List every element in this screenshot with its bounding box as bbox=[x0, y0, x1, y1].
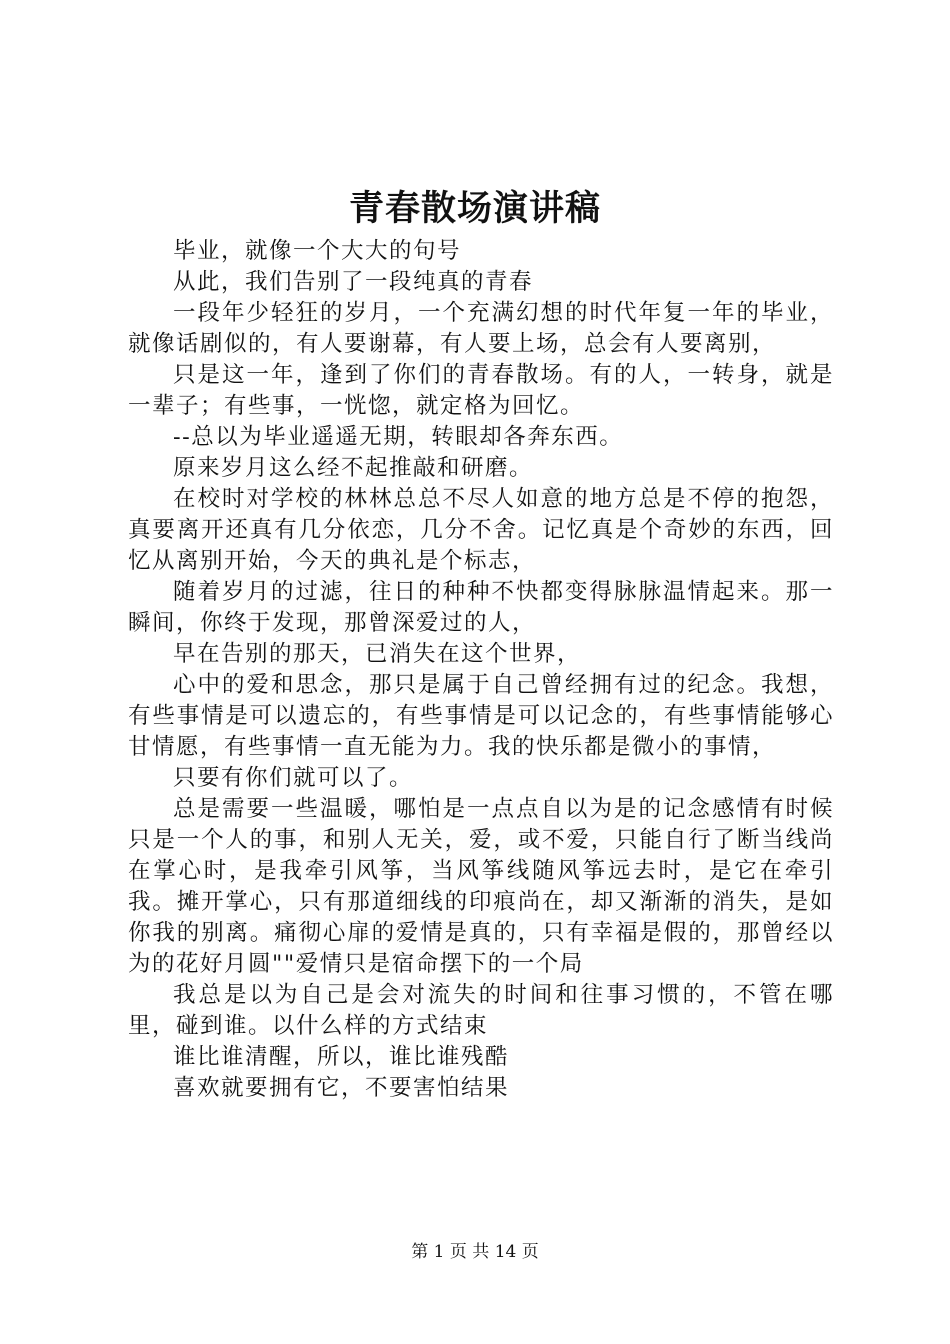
paragraph: 只是这一年，逢到了你们的青春散场。有的人，一转身，就是一辈子；有些事，一恍惚，就定格为回忆。 bbox=[128, 362, 834, 419]
document-body bbox=[128, 236, 834, 1104]
paragraph: 随着岁月的过滤，往日的种种不快都变得脉脉温情起来。那一瞬间，你终于发现，那曾深爱过的人， bbox=[128, 579, 834, 636]
paragraph: 只要有你们就可以了。 bbox=[173, 765, 414, 791]
paragraph: 我总是以为自己是会对流失的时间和往事习惯的，不管在哪里，碰到谁。以什么样的方式结束 bbox=[128, 982, 834, 1039]
paragraph: --总以为毕业遥遥无期，转眼却各奔东西。 bbox=[173, 424, 624, 450]
paragraph: 从此，我们告别了一段纯真的青春 bbox=[173, 269, 534, 295]
paragraph: 一段年少轻狂的岁月，一个充满幻想的时代年复一年的毕业，就像话剧似的，有人要谢幕，有人要上场，总会有人要离别， bbox=[128, 300, 834, 357]
paragraph: 心中的爱和思念，那只是属于自己曾经拥有过的纪念。我想，有些事情是可以遗忘的，有些事情是可以记念的，有些事情能够心甘情愿，有些事情一直无能为力。我的快乐都是微小的事情， bbox=[128, 672, 834, 760]
page-footer: 第 1 页 共 14 页 bbox=[411, 1242, 539, 1262]
paragraph: 早在告别的那天，已消失在这个世界， bbox=[173, 641, 582, 667]
paragraph: 总是需要一些温暖，哪怕是一点点自以为是的记念感情有时候只是一个人的事，和别人无关，爱，或不爱，只能自行了断当线尚在掌心时，是我牵引风筝，当风筝线随风筝远去时，是它在牵引我。摊开掌心，只有那道细线的印痕尚在，却又渐渐的消失，是如你我的别离。痛彻心扉的爱情是真的，只有幸福是假的，那曾经以为的花好月圆""爱情只是宿命摆下的一个局 bbox=[128, 796, 834, 977]
paragraph: 原来岁月这么经不起推敲和研磨。 bbox=[173, 455, 534, 481]
paragraph: 谁比谁清醒，所以，谁比谁残酷 bbox=[173, 1044, 510, 1070]
document-title: 青春散场演讲稿 bbox=[348, 188, 601, 229]
paragraph: 毕业，就像一个大大的句号 bbox=[173, 238, 462, 264]
paragraph: 在校时对学校的林林总总不尽人如意的地方总是不停的抱怨，真要离开还真有几分依恋，几分不舍。记忆真是个奇妙的东西，回忆从离别开始，今天的典礼是个标志， bbox=[128, 486, 834, 574]
paragraph: 喜欢就要拥有它，不要害怕结果 bbox=[173, 1075, 510, 1101]
